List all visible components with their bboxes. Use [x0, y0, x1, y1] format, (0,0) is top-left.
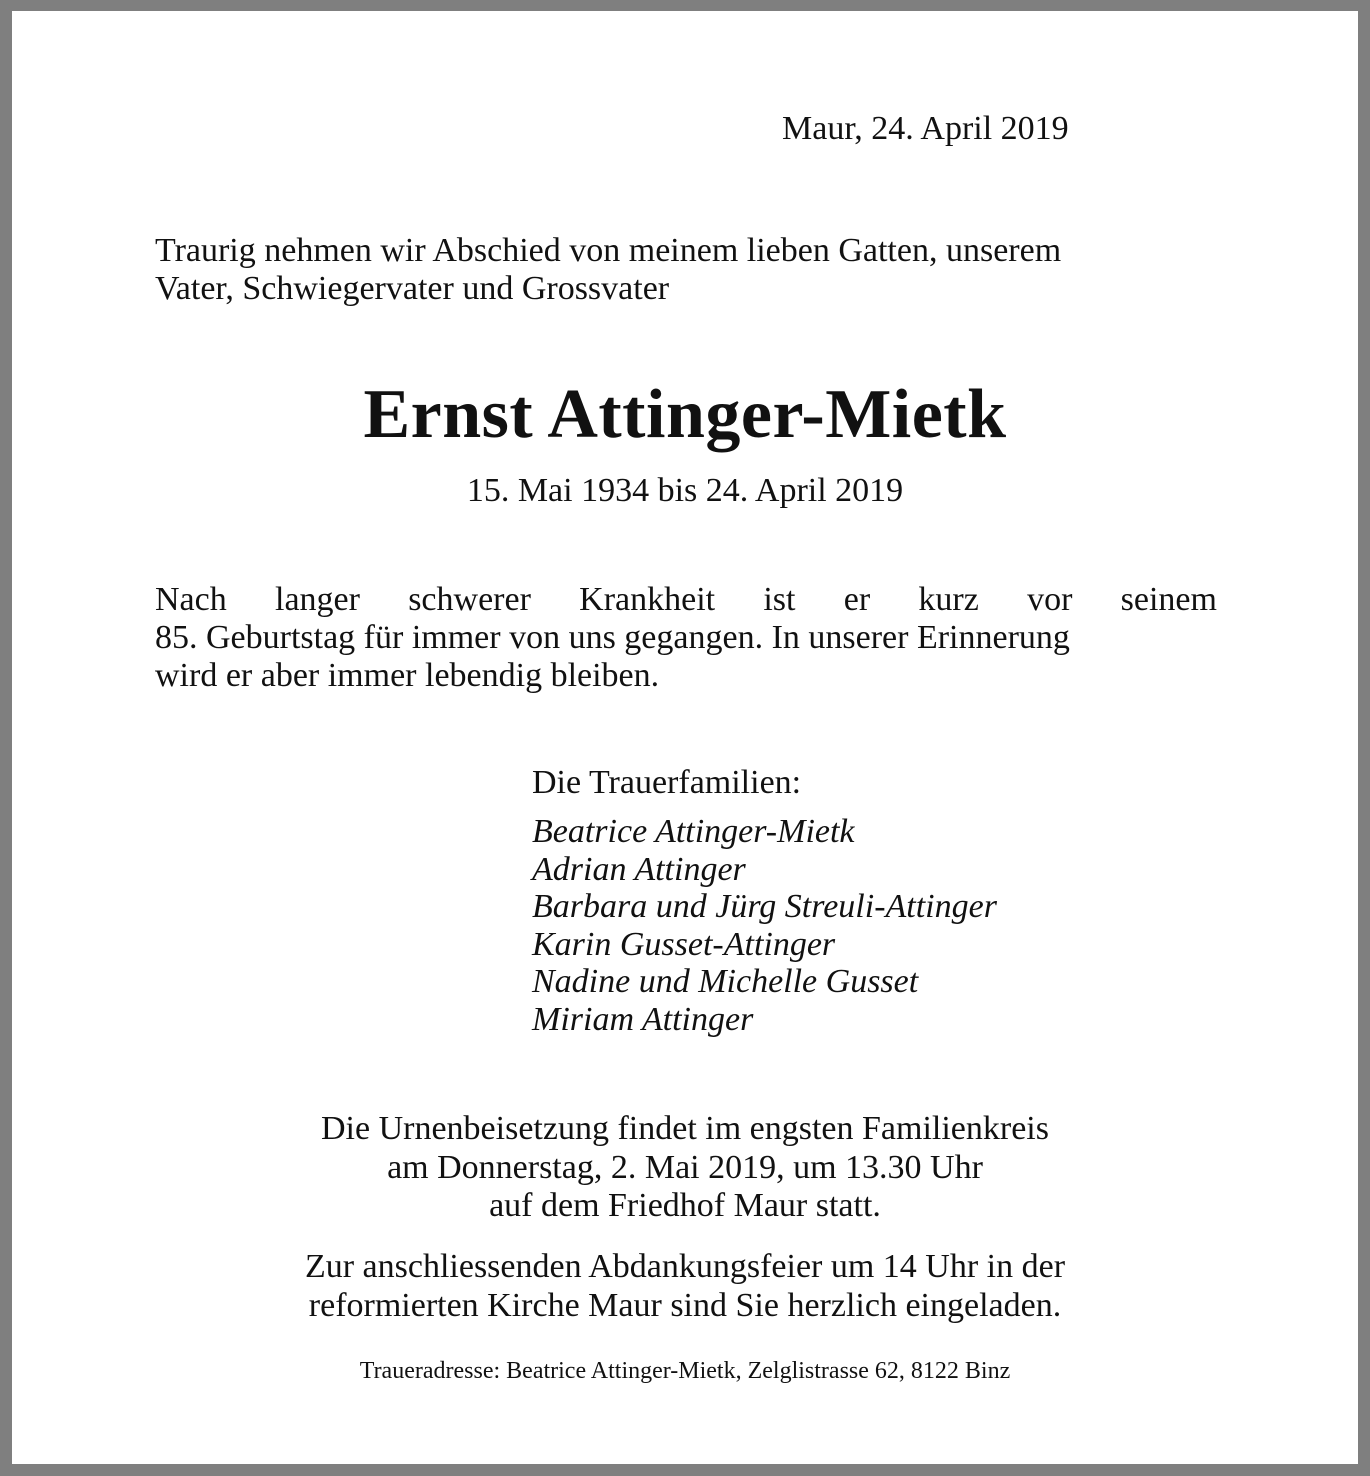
message-first-line — [155, 581, 1217, 619]
family-member: Beatrice Attinger-Mietk — [532, 813, 855, 850]
message-word: kurz — [918, 581, 979, 618]
place-date: Maur, 24. April 2019 — [782, 110, 1069, 147]
intro-line: Vater, Schwiegervater und Grossvater — [155, 270, 670, 307]
family-member: Adrian Attinger — [532, 850, 746, 888]
burial-line: auf dem Friedhof Maur statt. — [489, 1187, 881, 1224]
message-word: schwerer — [408, 581, 531, 618]
message-word: langer — [275, 581, 360, 618]
message-word: ist — [763, 581, 796, 618]
life-dates: 15. Mai 1934 bis 24. April 2019 — [466, 472, 904, 509]
deceased-name: Ernst Attinger-Mietk — [363, 376, 1007, 453]
burial-line: am Donnerstag, 2. Mai 2019, um 13.30 Uhr — [387, 1148, 983, 1186]
ceremony-line: Zur anschliessenden Abdankungsfeier um 14 Uhr in der — [304, 1248, 1066, 1285]
family-member: Nadine und Michelle Gusset — [532, 963, 919, 1001]
message-word: Nach — [155, 581, 227, 618]
obituary-page — [12, 11, 1358, 1464]
message-line: 85. Geburtstag für immer von uns gegangen. In unserer Erinnerung — [155, 619, 1070, 656]
family-member: Karin Gusset-Attinger — [532, 925, 836, 963]
mourning-address: Traueradresse: Beatrice Attinger-Mietk, Zelglistrasse 62, 8122 Binz — [359, 1358, 1011, 1384]
ceremony-line: reformierten Kirche Maur sind Sie herzlich eingeladen. — [308, 1286, 1062, 1324]
message-word: vor — [1027, 581, 1073, 618]
families-heading: Die Trauerfamilien: — [532, 764, 802, 801]
message-word: er — [843, 581, 871, 618]
mourning-families — [532, 763, 997, 1039]
burial-line: Die Urnenbeisetzung findet im engsten Familienkreis — [321, 1110, 1049, 1147]
ceremony-info — [12, 1248, 1358, 1325]
intro-text — [155, 232, 1217, 308]
message-word: Krankheit — [579, 581, 716, 618]
burial-info — [12, 1110, 1358, 1226]
intro-line: Traurig nehmen wir Abschied von meinem lieben Gatten, unserem — [155, 232, 1062, 269]
message-line: wird er aber immer lebendig bleiben. — [155, 657, 660, 694]
family-member: Barbara und Jürg Streuli-Attinger — [532, 888, 997, 926]
message-word: seinem — [1120, 581, 1217, 618]
message-text — [155, 581, 1217, 695]
family-member: Miriam Attinger — [532, 1000, 754, 1038]
